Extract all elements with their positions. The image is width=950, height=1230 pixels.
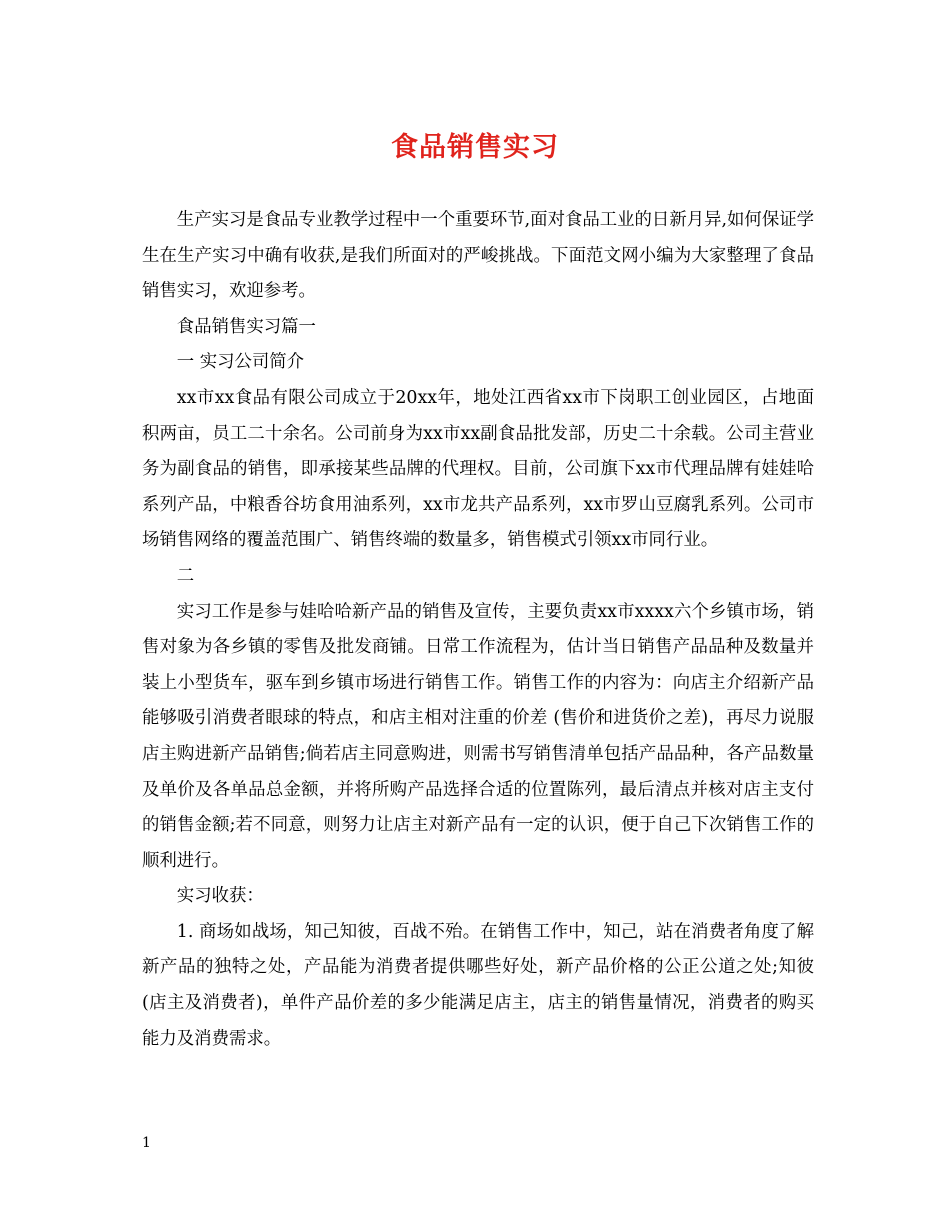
document-title: 食品销售实习 [391, 132, 559, 163]
intro-paragraph: 生产实习是食品专业教学过程中一个重要环节,面对食品工业的日新月异,如何保证学生在生产实习中确有收获,是我们所面对的严峻挑战。下面范文网小编为大家整理了食品销售实习，欢迎参考。 [142, 210, 814, 302]
page-number: 1 [142, 1135, 151, 1151]
subsection-heading: 二 [176, 565, 195, 586]
subsection-heading: 一 实习公司简介 [176, 352, 305, 373]
harvest-paragraph: 1. 商场如战场，知己知彼，百战不殆。在销售工作中，知己，站在消费者角度了解新产品的独特之处，产品能为消费者提供哪些好处，新产品价格的公正公道之处;知彼(店主及消费者)，单件产品价差的多少能满足店主，店主的销售量情况，消费者的购买能力及消费需求。 [142, 921, 814, 1049]
company-intro-paragraph: xx市xx食品有限公司成立于20xx年，地处江西省xx市下岗职工创业园区，占地面积两亩，员工二十余名。公司前身为xx市xx副食品批发部，历史二十余载。公司主营业务为副食品的销售，即承接某些品牌的代理权。目前，公司旗下xx市代理品牌有娃娃哈系列产品，中粮香谷坊食用油系列，xx市龙共产品系列，xx市罗山豆腐乳系列。公司市场销售网络的覆盖范围广、销售终端的数量多，销售模式引领xx市同行业。 [142, 387, 814, 551]
document-body [142, 203, 814, 1057]
subsection-heading: 实习收获： [176, 886, 264, 907]
section-heading: 食品销售实习篇一 [176, 316, 316, 337]
work-description-paragraph: 实习工作是参与娃哈哈新产品的销售及宣传，主要负责xx市xxxx六个乡镇市场，销售对象为各乡镇的零售及批发商铺。日常工作流程为，估计当日销售产品品种及数量并装上小型货车，驱车到乡镇市场进行销售工作。销售工作的内容为：向店主介绍新产品能够吸引消费者眼球的特点，和店主相对注重的价差 (售价和进货价之差)，再尽力说服店主购进新产品销售;倘若店主同意购进，则需书写销售清单包括产品品种，各产品数量及单价及各单品总金额，并将所购产品选择合适的位置陈列，最后清点并核对店主支付的销售金额;若不同意，则努力让店主对新产品有一定的认识，便于自己下次销售工作的顺利进行。 [142, 601, 814, 871]
